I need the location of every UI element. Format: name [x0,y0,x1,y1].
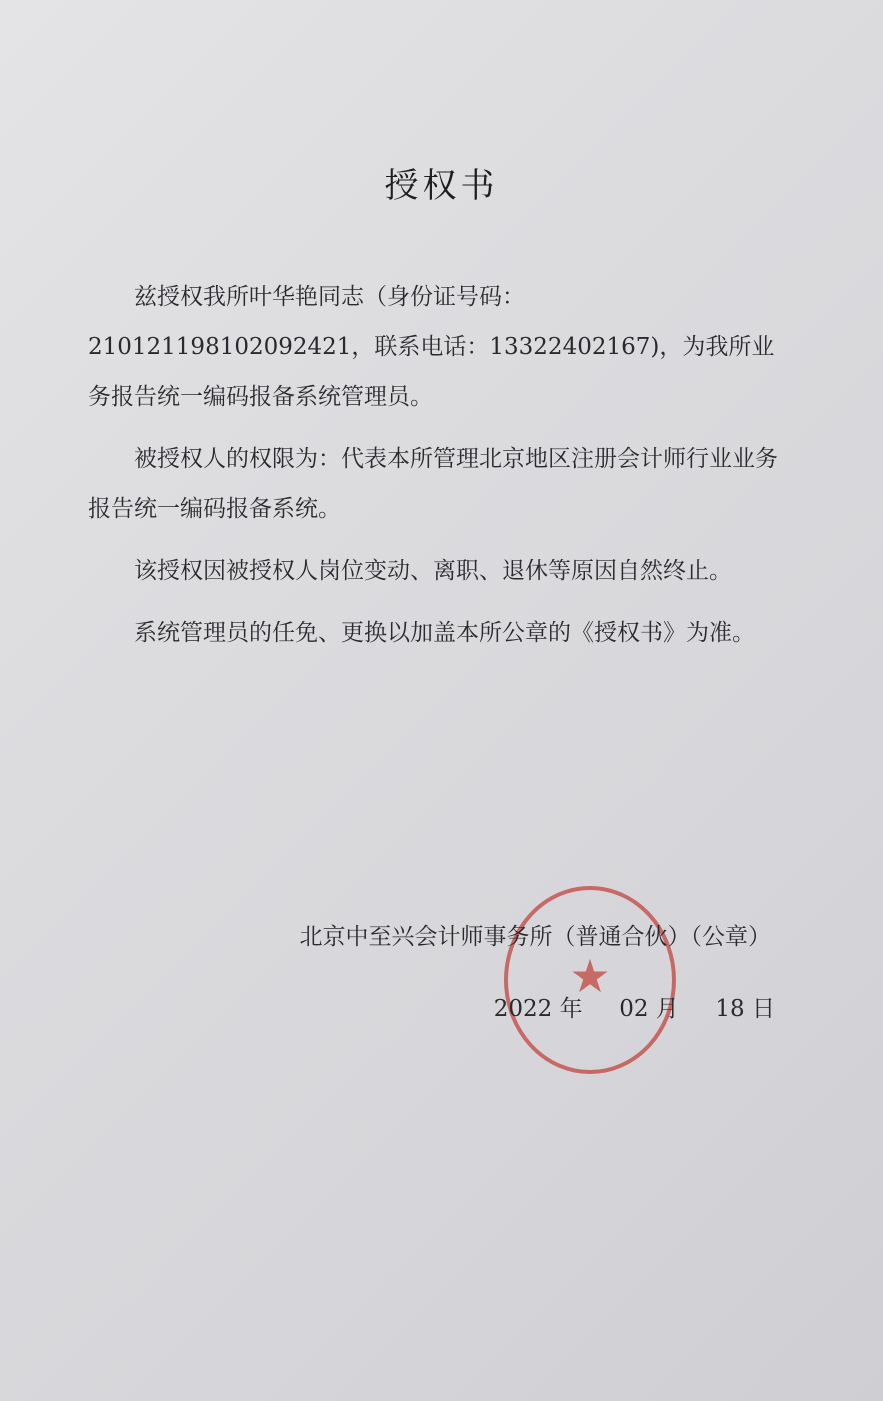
signing-date [494,990,775,1023]
paragraph-termination: 该授权因被授权人岗位变动、离职、退休等原因自然终止。 [134,558,732,584]
seal-star-icon: ★ [569,949,611,1003]
document-body [88,272,778,670]
date-year-unit: 年 [559,996,583,1022]
official-seal [500,880,680,1080]
signatory-organization: 北京中至兴会计师事务所（普通合伙）（公章） [299,924,771,950]
paragraph-1-line-3: 务报告统一编码报备系统管理员。 [88,384,433,410]
date-day-unit: 日 [752,996,775,1022]
date-day: 18 [715,996,745,1022]
paragraph-authorization [88,272,778,422]
date-month-unit: 月 [655,996,679,1022]
date-month: 02 [619,996,649,1022]
date-year: 2022 [493,996,553,1022]
paragraph-appointment: 系统管理员的任免、更换以加盖本所公章的《授权书》为准。 [134,620,755,646]
document-title: 授权书 [384,166,499,206]
paragraph-1-line-1: 兹授权我所叶华艳同志（身份证号码： [134,284,525,310]
paragraph-1-line-2: 210121198102092421，联系电话：13322402167)，为我所业 [88,334,775,360]
paragraph-permissions: 被授权人的权限为：代表本所管理北京地区注册会计师行业业务报告统一编码报备系统。 [88,446,778,522]
